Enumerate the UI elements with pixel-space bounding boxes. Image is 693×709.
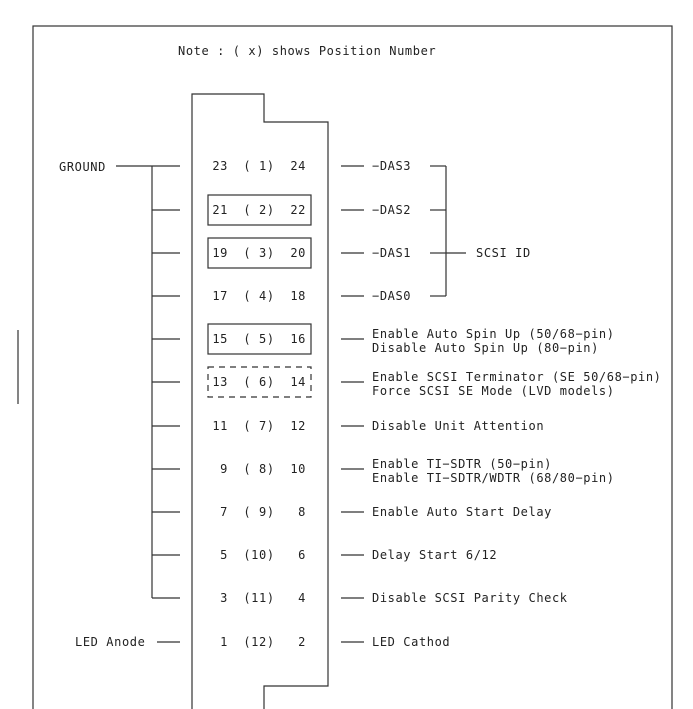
pin-row [212,289,411,303]
pin-number-left: 21 [212,203,228,217]
function-label: −DAS1 [372,246,412,260]
scsi-id-label: SCSI ID [476,246,531,260]
pin-row [220,548,497,562]
pin-number-left: 19 [212,246,228,260]
pin-number-left: 7 [220,505,228,519]
pin-number-right: 14 [290,375,306,389]
led-anode-label: LED Anode [75,635,146,649]
function-label: Disable SCSI Parity Check [372,591,568,605]
pin-row [212,159,411,173]
ground-bus [116,166,180,642]
pin-row [220,505,552,519]
position-number: (11) [243,591,275,605]
position-number: ( 5) [243,332,275,346]
position-number: ( 9) [243,505,275,519]
connector-body [192,94,328,709]
function-label: −DAS3 [372,159,412,173]
function-label: Enable TI−SDTR (50−pin) [372,457,552,471]
pin-row [212,419,544,433]
pin-number-right: 8 [298,505,306,519]
pin-number-right: 12 [290,419,306,433]
pin-number-right: 18 [290,289,306,303]
pin-number-left: 5 [220,548,228,562]
scsi-id-bracket [430,166,466,296]
position-number: ( 7) [243,419,275,433]
pin-row [208,195,411,225]
function-label-alt: Disable Auto Spin Up (80−pin) [372,341,599,355]
pin-number-left: 15 [212,332,228,346]
function-label: Delay Start 6/12 [372,548,498,562]
function-label: −DAS2 [372,203,412,217]
pin-number-left: 3 [220,591,228,605]
position-note: Note : ( x) shows Position Number [178,44,437,58]
pin-row [208,238,411,268]
pin-number-left: 9 [220,462,228,476]
pin-number-right: 10 [290,462,306,476]
pin-number-left: 13 [212,375,228,389]
function-label: Enable SCSI Terminator (SE 50/68−pin) [372,370,662,384]
position-number: ( 6) [243,375,275,389]
position-number: ( 1) [243,159,275,173]
position-number: ( 2) [243,203,275,217]
ground-label: GROUND [59,160,106,174]
pin-number-right: 4 [298,591,306,605]
pin-number-left: 1 [220,635,228,649]
position-number: (12) [243,635,275,649]
pin-number-right: 2 [298,635,306,649]
page-frame [33,26,672,709]
function-label-alt: Force SCSI SE Mode (LVD models) [372,384,615,398]
pin-number-left: 17 [212,289,228,303]
pin-number-left: 11 [212,419,228,433]
pin-number-right: 22 [290,203,306,217]
position-number: ( 4) [243,289,275,303]
position-number: (10) [243,548,275,562]
pin-row [220,591,568,605]
function-label: Enable Auto Spin Up (50/68−pin) [372,327,615,341]
function-label: Enable Auto Start Delay [372,505,552,519]
position-number: ( 3) [243,246,275,260]
pin-number-left: 23 [212,159,228,173]
function-label: LED Cathod [372,635,451,649]
pin-number-right: 20 [290,246,306,260]
pin-rows [208,159,662,649]
pin-number-right: 24 [290,159,306,173]
pin-row [208,367,662,398]
pin-row [220,457,614,485]
function-label: Disable Unit Attention [372,419,545,433]
pin-number-right: 6 [298,548,306,562]
pin-number-right: 16 [290,332,306,346]
pin-row [208,324,615,355]
function-label-alt: Enable TI−SDTR/WDTR (68/80−pin) [372,471,615,485]
position-number: ( 8) [243,462,275,476]
function-label: −DAS0 [372,289,412,303]
pin-row [220,635,450,649]
